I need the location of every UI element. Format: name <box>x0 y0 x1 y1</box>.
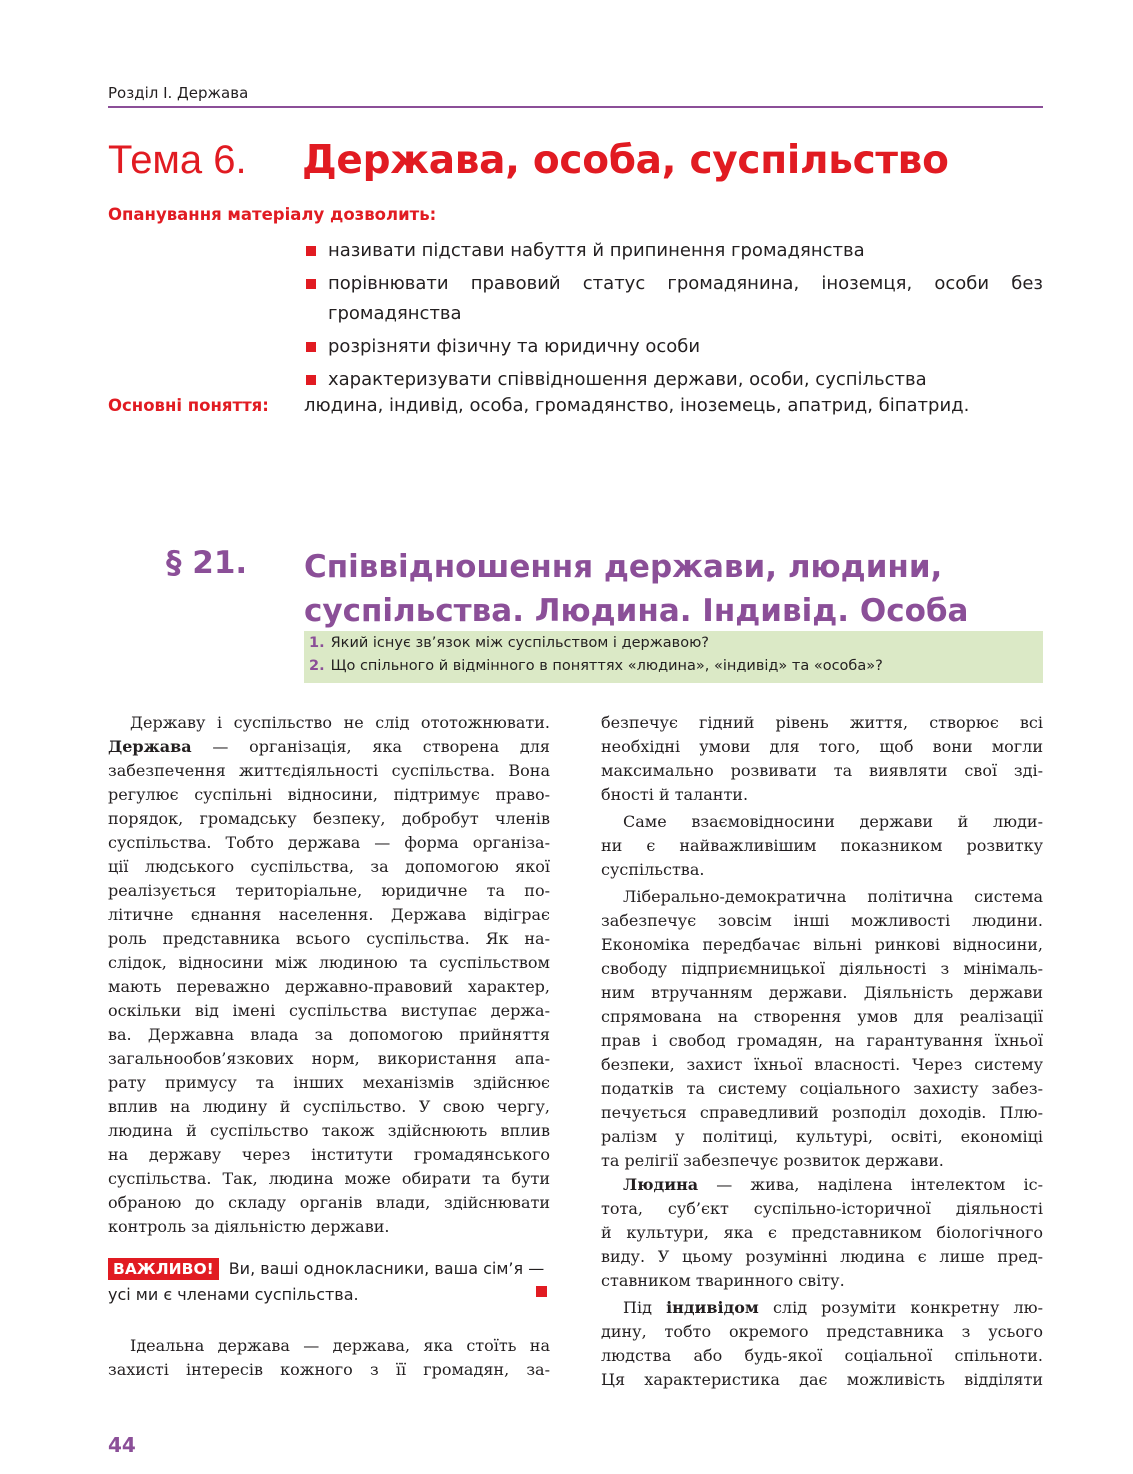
concepts-label: Основні поняття: <box>108 396 269 415</box>
header-rule <box>108 106 1043 108</box>
outcomes-intro: Опанування матеріалу дозволить: <box>108 205 437 224</box>
outcome-item: розрізняти фізичну та юридичну особи <box>306 332 1043 362</box>
important-line-1: Ви, ваші однокласники, ваша сім’я — <box>228 1259 545 1278</box>
right-column-text: безпечує гідний рівень життя, створює всі необхідні умови для того, щоб вони могли максимально розвивати та виявляти свої зді- бності й таланти. Саме взаємовідносини держави й люди- ни є найважливішим показником розвитку суспільства. Ліберально-демократична політична система забезпечує зовсім інші можливості людини. Економіка передбачає вільні ринкові відносини, свободу підприємницької діяльності з мінімаль- ним втручанням держави. Діяльність держави спрямована на створення умов для реалізації прав і свобод громадян, на гарантування їхньої безпеки, захист їхньої власності. Через систему податків та систему соціального захисту забез- печується справедливий розподіл доходів. Плю- ралізм у політиці, культурі, освіті, економіці та релігії забезпечує розвиток держави. Людина — жива, наділена інтелектом іс- тота, суб’єкт суспільно-історичної діяльності й культури, яка є представником біологічного виду. У цьому розумінні людина є лише пред- ставником тваринного світу. Під індивідом слід розуміти конкретну лю- дину, тобто окремого представника з усього людства або будь-якої соціальної спільноти. Ця характеристика дає можливість відділяти <box>601 713 1043 1389</box>
left-column-bottom-text: Ідеальна держава — держава, яка стоїть на захисті інтересів кожного з її громадян, за- <box>108 1336 550 1379</box>
topic-title: Держава, особа, суспільство <box>302 138 949 183</box>
square-bullet-icon <box>306 342 316 352</box>
square-bullet-icon <box>306 375 316 385</box>
important-note <box>108 1256 550 1308</box>
square-bullet-icon <box>306 279 316 289</box>
question-item: 2. Що спільного й відмінного в поняттях «людина», «індивід» та «особа»? <box>309 658 883 674</box>
end-square-icon <box>536 1286 547 1297</box>
important-badge: ВАЖЛИВО! <box>108 1258 219 1280</box>
paragraph-number: § 21. <box>166 545 248 581</box>
outcomes-list <box>306 236 1043 398</box>
questions-box <box>304 631 1043 683</box>
page-number: 44 <box>108 1433 136 1457</box>
topic-label: Тема 6. <box>108 138 247 182</box>
outcome-item: називати підстави набуття й припинення громадянства <box>306 236 1043 266</box>
important-line-2: усі ми є членами суспільства. <box>108 1285 359 1304</box>
left-column-text: Державу і суспільство не слід ототожнювати. Держава — організація, яка створена для забезпечення життєдіяльності суспільства. Вона регулює суспільні відносини, підтримує право- порядок, громадську безпеку, добробут членів суспільства. Тобто держава — форма організа- ції людського суспільства, за допомогою якої реалізується територіальне, юридичне та по- літичне єднання населення. Держава відіграє роль представника всього суспільства. Як на- слідок, відносини між людиною та суспільством мають переважно державно-правовий характер, оскільки від імені суспільства виступає держа- ва. Державна влада за допомогою прийняття загальнообов’язкових норм, використання апа- рату примусу та інших механізмів здійснює вплив на людину й суспільство. У свою чергу, людина й суспільство також здійснюють вплив на державу через інститути громадянського суспільства. Так, людина може обирати та бути обраною до складу органів влади, здійснювати контроль за діяльністю держави. <box>108 713 550 1236</box>
concepts-text: людина, індивід, особа, громадянство, іноземець, апатрид, біпатрид. <box>304 395 970 416</box>
outcome-item: порівнювати правовий статус громадянина, іноземця, особи без громадянства <box>306 269 1043 329</box>
question-item: 1. Який існує зв’язок між суспільством і державою? <box>309 635 709 651</box>
outcome-item: характеризувати співвідношення держави, особи, суспільства <box>306 365 1043 395</box>
running-head: Розділ І. Держава <box>108 84 249 102</box>
square-bullet-icon <box>306 246 316 256</box>
paragraph-title: Співвідношення держави, людини, суспільства. Людина. Індивід. Особа <box>304 549 969 629</box>
